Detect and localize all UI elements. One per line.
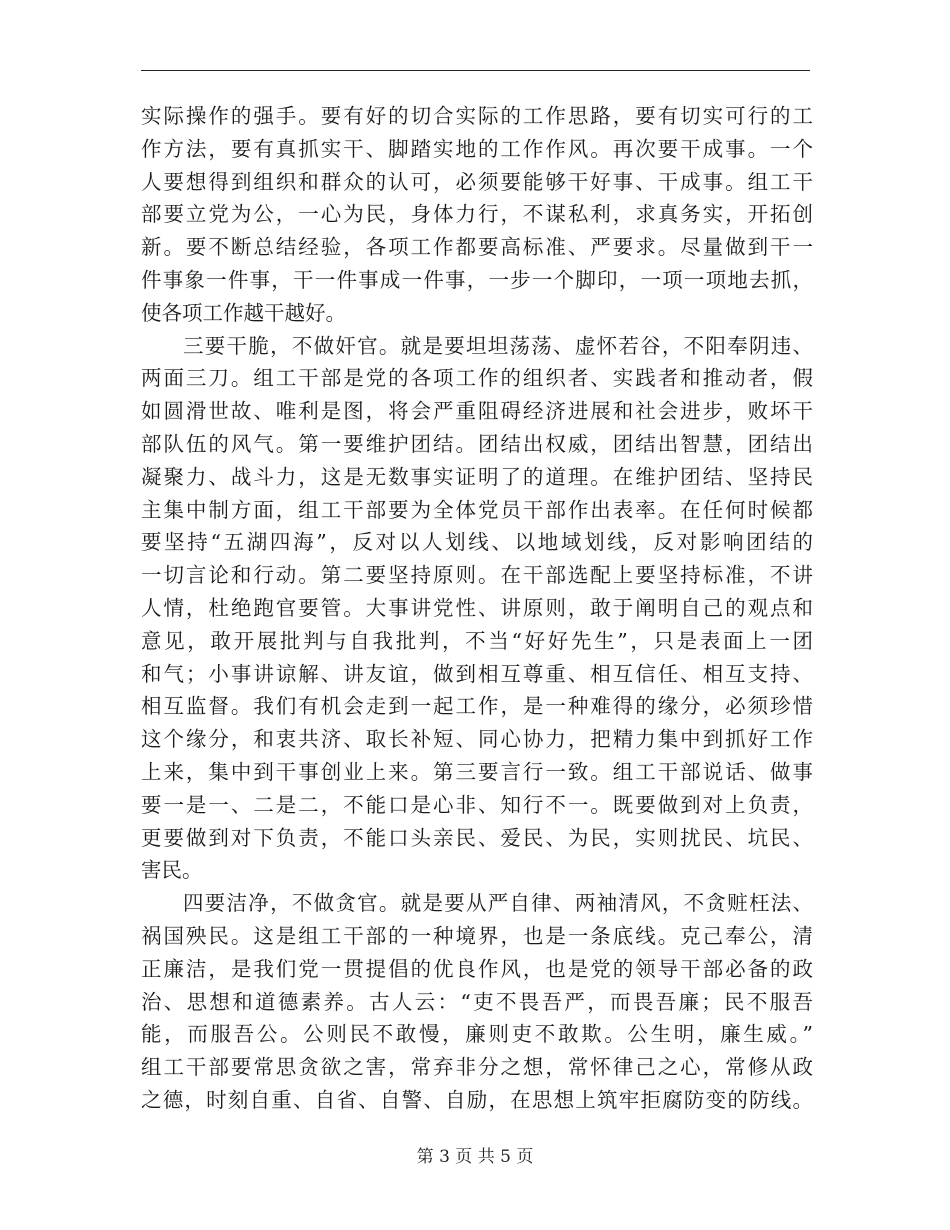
text-line: 治、思想和道德素养。古人云：“吏不畏吾严，而畏吾廉；民不服吾 (141, 989, 813, 1014)
text-line: 件事象一件事，干一件事成一件事，一步一个脚印，一项一项地去抓， (141, 267, 813, 292)
body-text (141, 100, 813, 1117)
text-line: 正廉洁，是我们党一贯提倡的优良作风，也是党的领导干部必备的政 (141, 956, 813, 981)
text-line: 人情，杜绝跑官要管。大事讲党性、讲原则，敢于阐明自己的观点和 (141, 595, 813, 620)
text-line: 人要想得到组织和群众的认可，必须要能够干好事、干成事。组工干 (141, 169, 813, 194)
text-line: 实际操作的强手。要有好的切合实际的工作思路，要有切实可行的工 (141, 104, 813, 128)
text-line: 和气；小事讲谅解、讲友谊，做到相互尊重、相互信任、相互支持、 (141, 661, 813, 686)
text-line: 部队伍的风气。第一要维护团结。团结出权威，团结出智慧，团结出 (141, 431, 813, 456)
text-line: 祸国殃民。这是组工干部的一种境界，也是一条底线。克己奉公，清 (141, 923, 813, 948)
text-line: 主集中制方面，组工干部要为全体党员干部作出表率。在任何时候都 (141, 497, 813, 522)
text-line: 更要做到对下负责，不能口头亲民、爱民、为民，实则扰民、坑民、 (141, 825, 813, 850)
text-line: 凝聚力、战斗力，这是无数事实证明了的道理。在维护团结、坚持民 (141, 464, 813, 489)
text-line: 作方法，要有真抓实干、脚踏实地的工作作风。再次要干成事。一个 (141, 136, 813, 161)
text-line: 能，而服吾公。公则民不敢慢，廉则吏不敢欺。公生明，廉生威。” (141, 1022, 813, 1047)
paragraph-start-line: 四要洁净，不做贪官。就是要从严自律、两袖清风，不贪赃枉法、 (183, 891, 813, 916)
text-line: 意见，敢开展批判与自我批判，不当“好好先生”，只是表面上一团 (141, 628, 813, 653)
text-line: 如圆滑世故、唯利是图，将会严重阻碍经济进展和社会进步，败坏干 (141, 399, 813, 424)
text-line: 要坚持“五湖四海”，反对以人划线、以地域划线，反对影响团结的 (141, 530, 813, 555)
text-line: 之德，时刻自重、自省、自警、自励，在思想上筑牢拒腐防变的防线。 (141, 1087, 813, 1112)
paragraph-start-line: 三要干脆，不做奸官。就是要坦坦荡荡、虚怀若谷，不阳奉阴违、 (183, 333, 813, 358)
text-line: 要一是一、二是二，不能口是心非、知行不一。既要做到对上负责， (141, 792, 813, 817)
text-line: 这个缘分，和衷共济、取长补短、同心协力，把精力集中到抓好工作 (141, 727, 813, 752)
text-line: 一切言论和行动。第二要坚持原则。在干部选配上要坚持标准，不讲 (141, 563, 813, 588)
text-line: 害民。 (141, 858, 203, 883)
text-line: 组工干部要常思贪欲之害，常弃非分之想，常怀律己之心，常修从政 (141, 1055, 813, 1080)
text-line: 相互监督。我们有机会走到一起工作，是一种难得的缘分，必须珍惜 (141, 694, 813, 719)
text-line: 新。要不断总结经验，各项工作都要高标准、严要求。尽量做到干一 (141, 235, 813, 260)
header-rule (141, 70, 810, 71)
text-line: 两面三刀。组工干部是党的各项工作的组织者、实践者和推动者，假 (141, 366, 813, 391)
text-line: 使各项工作越干越好。 (141, 300, 346, 325)
text-line: 部要立党为公，一心为民，身体力行，不谋私利，求真务实，开拓创 (141, 202, 813, 227)
text-line: 上来，集中到干事创业上来。第三要言行一致。组工干部说话、做事 (141, 759, 813, 784)
page-number-footer: 第 3 页 共 5 页 (416, 1147, 534, 1167)
